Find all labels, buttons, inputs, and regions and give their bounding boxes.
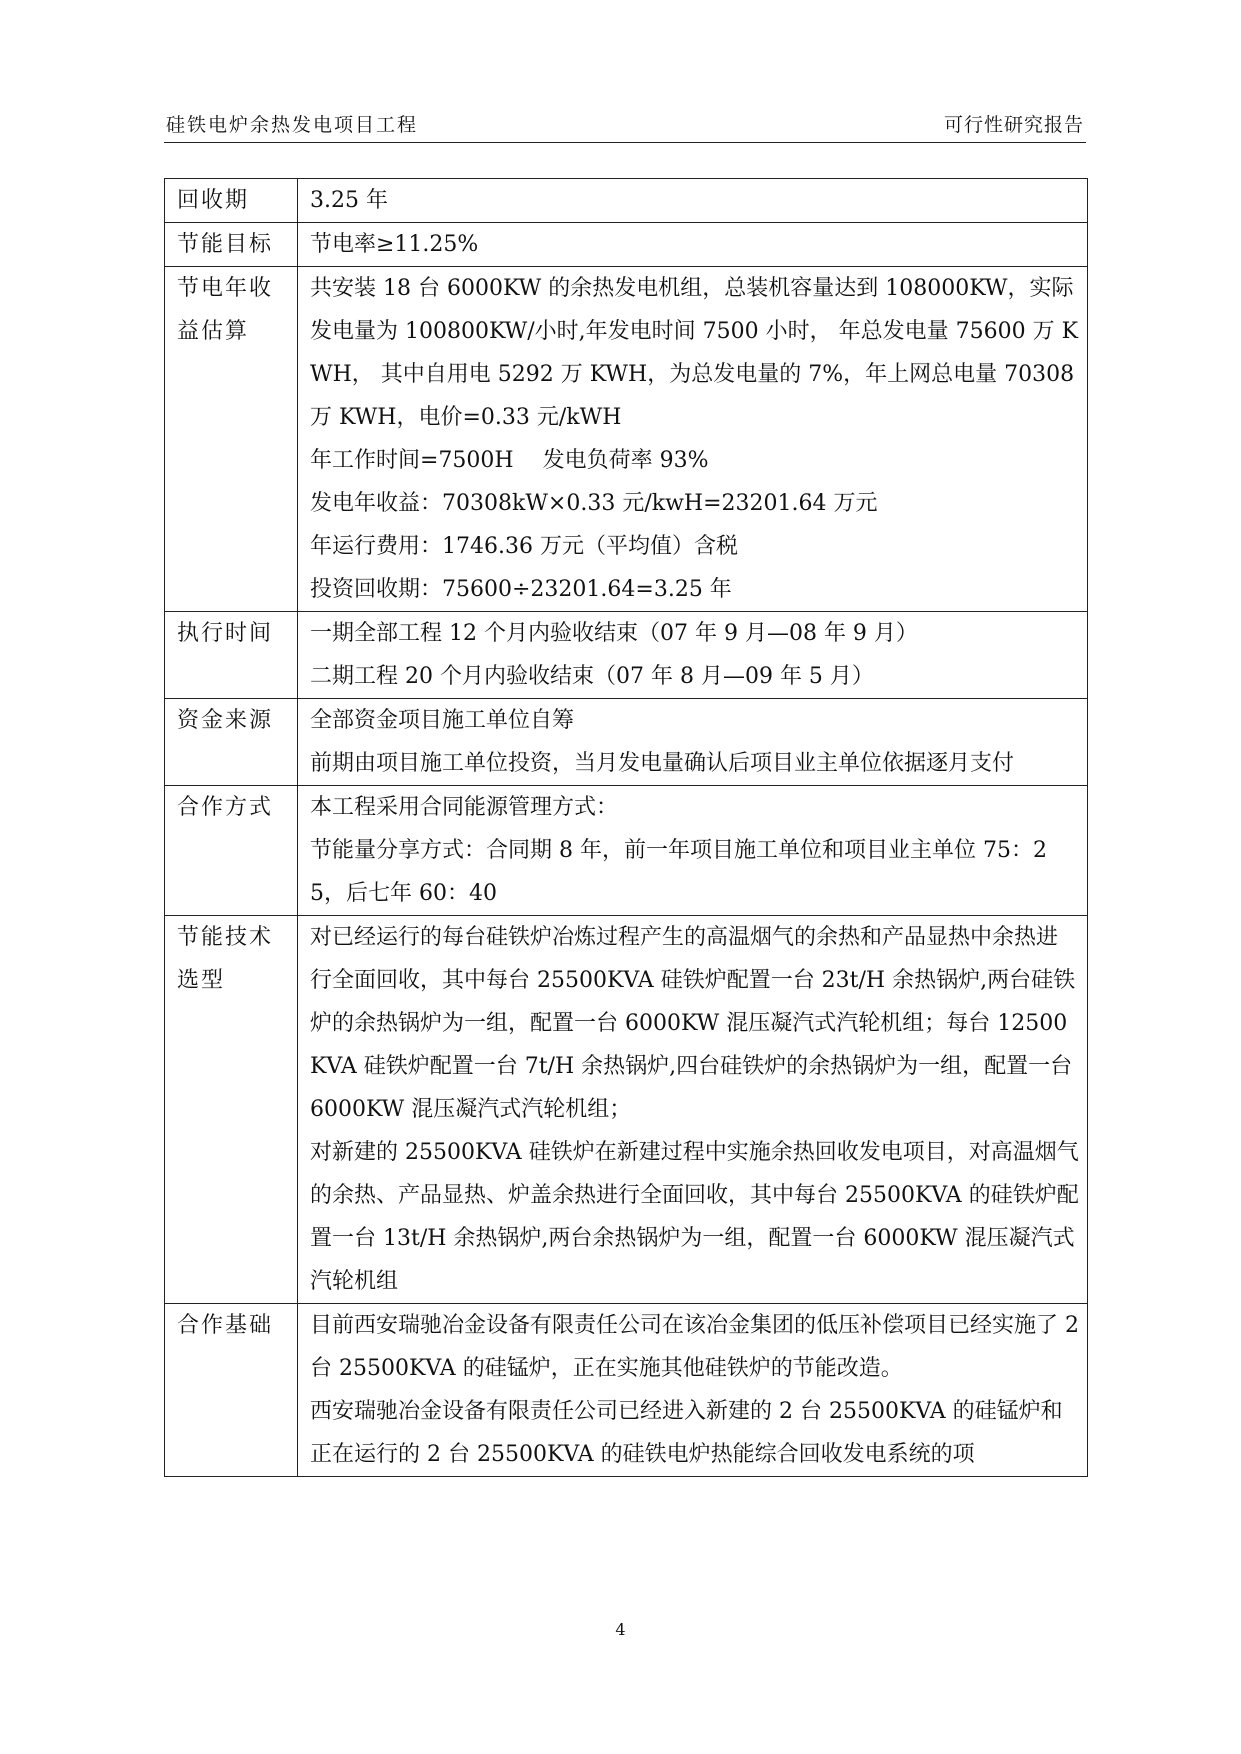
project-info-table	[164, 178, 1088, 1477]
content-line: 节电率≥11.25%	[310, 232, 479, 257]
table-row	[165, 699, 1088, 786]
table-row	[165, 223, 1088, 267]
content-line: 目前西安瑞驰冶金设备有限责任公司在该冶金集团的低压补偿项目已经实施了 2 台 25500KVA 的硅锰炉，正在实施其他硅铁炉的节能改造。	[310, 1313, 1079, 1381]
content-line: 对已经运行的每台硅铁炉冶炼过程产生的高温烟气的余热和产品显热中余热进行全面回收，其中每台 25500KVA 硅铁炉配置一台 23t/H 余热锅炉,两台硅铁炉的余热锅炉为一组，配置一台 6000KW 混压凝汽式汽轮机组；每台 12500KVA 硅铁炉配置一台 7t/H 余热锅炉,四台硅铁炉的余热锅炉为一组，配置一台 6000KW 混压凝汽式汽轮机组；	[310, 925, 1076, 1122]
table-row	[165, 786, 1088, 916]
row-label: 节电年收益估算	[165, 267, 298, 612]
row-label: 合作基础	[165, 1304, 298, 1477]
row-label: 执行时间	[165, 612, 298, 699]
content-line: 一期全部工程 12 个月内验收结束（07 年 9 月—08 年 9 月）	[310, 621, 918, 646]
row-content	[298, 179, 1088, 223]
header-document-title: 硅铁电炉余热发电项目工程	[166, 114, 419, 136]
content-line: 发电年收益：70308kW×0.33 元/kwH=23201.64 万元	[310, 491, 878, 516]
row-content	[298, 612, 1088, 699]
table-row	[165, 267, 1088, 612]
content-line: 年工作时间=7500H 发电负荷率 93%	[310, 448, 709, 473]
row-label: 合作方式	[165, 786, 298, 916]
page-number: 4	[615, 1620, 626, 1639]
table-row	[165, 1304, 1088, 1477]
row-content	[298, 223, 1088, 267]
row-content	[298, 786, 1088, 916]
row-content	[298, 267, 1088, 612]
content-line: 前期由项目施工单位投资，当月发电量确认后项目业主单位依据逐月支付	[310, 751, 1015, 776]
content-line: 本工程采用合同能源管理方式：	[310, 795, 619, 820]
content-line: 共安装 18 台 6000KW 的余热发电机组，总装机容量达到 108000KW，实际发电量为 100800KW/小时,年发电时间 7500 小时， 年总发电量 75600 万 KWH， 其中自用电 5292 万 KWH，为总发电量的 7%，年上网总电量 70308 万 KWH，电价=0.33 元/kWH	[310, 276, 1079, 430]
row-content	[298, 916, 1088, 1304]
page-header	[164, 108, 1086, 143]
content-line: 对新建的 25500KVA 硅铁炉在新建过程中实施余热回收发电项目，对高温烟气的余热、产品显热、炉盖余热进行全面回收，其中每台 25500KVA 的硅铁炉配置一台 13t/H 余热锅炉,两台余热锅炉为一组，配置一台 6000KW 混压凝汽式汽轮机组	[310, 1140, 1079, 1294]
table-row	[165, 612, 1088, 699]
row-content	[298, 699, 1088, 786]
row-label: 节能技术选型	[165, 916, 298, 1304]
row-label: 回收期	[165, 179, 298, 223]
content-line: 3.25 年	[310, 188, 388, 213]
table-row	[165, 179, 1088, 223]
row-label: 节能目标	[165, 223, 298, 267]
table-row	[165, 916, 1088, 1304]
content-line: 西安瑞驰冶金设备有限责任公司已经进入新建的 2 台 25500KVA 的硅锰炉和正在运行的 2 台 25500KVA 的硅铁电炉热能综合回收发电系统的项	[310, 1399, 1063, 1467]
content-line: 全部资金项目施工单位自筹	[310, 708, 575, 733]
row-label: 资金来源	[165, 699, 298, 786]
content-line: 年运行费用：1746.36 万元（平均值）含税	[310, 534, 738, 559]
row-content	[298, 1304, 1088, 1477]
header-report-type: 可行性研究报告	[943, 114, 1084, 136]
content-line: 投资回收期：75600÷23201.64=3.25 年	[310, 577, 732, 602]
content-line: 二期工程 20 个月内验收结束（07 年 8 月—09 年 5 月）	[310, 664, 874, 689]
content-line: 节能量分享方式：合同期 8 年，前一年项目施工单位和项目业主单位 75：25，后七年 60：40	[310, 838, 1047, 906]
